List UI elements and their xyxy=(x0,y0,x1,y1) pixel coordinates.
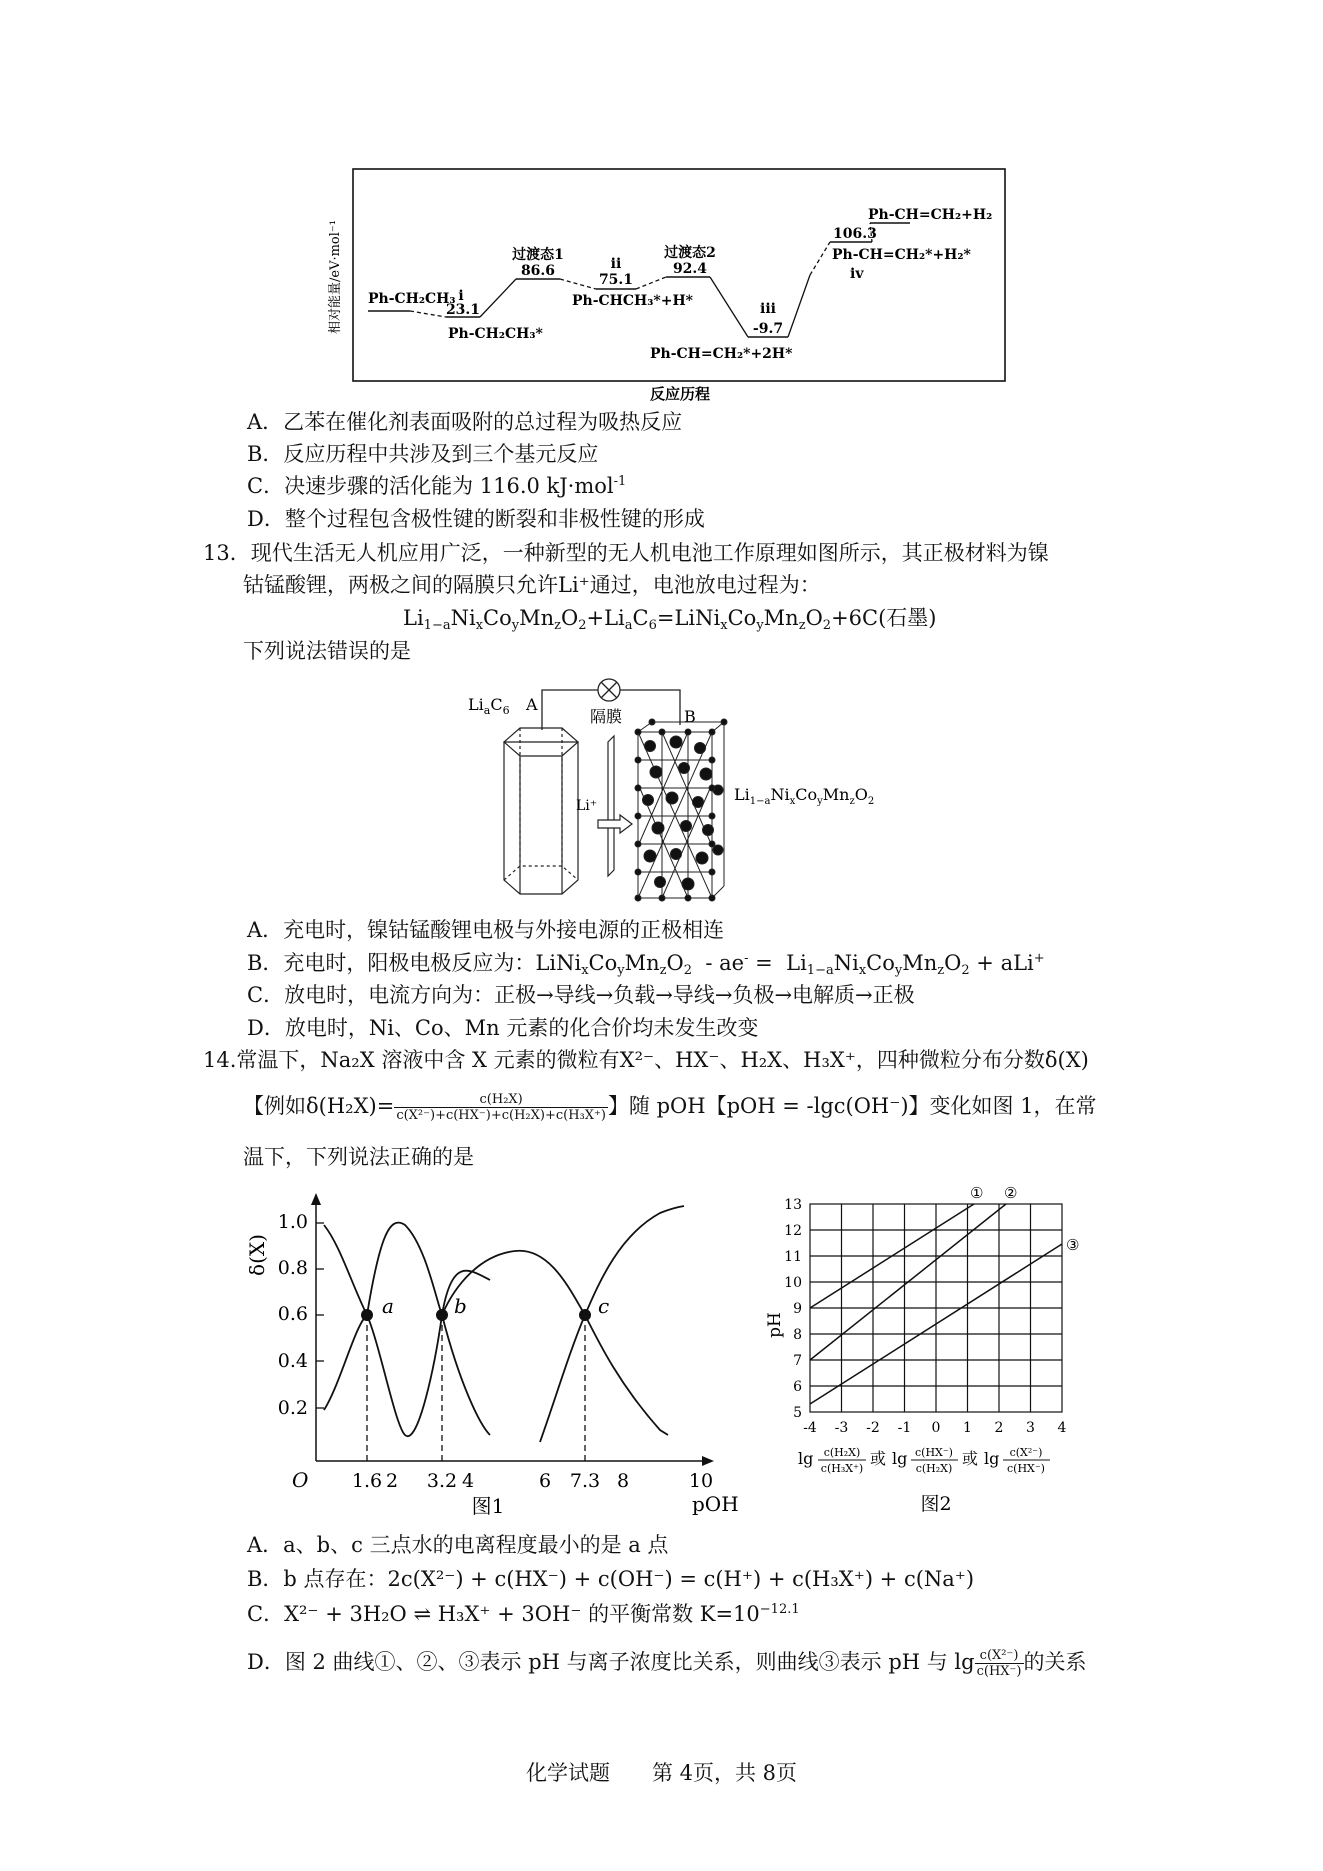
fig2-xlabel xyxy=(798,1446,1050,1475)
fig2-xtick-3: 3 xyxy=(1026,1420,1035,1436)
fig2-xl2-num: c(HX⁻) xyxy=(915,1446,953,1459)
q14-example-den: c(X²⁻)+c(HX⁻)+c(H₂X)+c(H₃X⁺) xyxy=(396,1108,606,1123)
energy-ylabel: 相对能量/eV·mol⁻¹ xyxy=(328,220,343,334)
q14-option-d-suffix: 的关系 xyxy=(1023,1650,1087,1674)
q14-option-d xyxy=(247,1642,1087,1682)
energy-profile-diagram xyxy=(320,165,1020,407)
q12-option-b: B．反应历程中共涉及到三个基元反应 xyxy=(247,442,599,466)
fig1-xtick-1.6: 1.6 xyxy=(351,1470,383,1492)
fig2-ytick-5: 5 xyxy=(793,1405,802,1421)
q14-example-prefix: 【例如δ(H₂X)= xyxy=(243,1094,395,1118)
q14-option-d-fraction xyxy=(975,1648,1024,1679)
fig2-xl1-num: c(H₂X) xyxy=(823,1446,861,1459)
q13-number: 13． xyxy=(203,541,251,565)
state-6-id: iv xyxy=(850,266,864,282)
cathode-lattice xyxy=(635,719,727,901)
state-5-value: -9.7 xyxy=(752,321,784,337)
state-5-id: iii xyxy=(760,301,776,317)
q14-stem xyxy=(203,1046,1089,1074)
q12-option-c xyxy=(247,472,626,500)
fig2-ytick-6: 6 xyxy=(793,1379,802,1395)
q14-number: 14. xyxy=(203,1048,237,1072)
q13-option-c: C．放电时，电流方向为：正极→导线→负载→导线→负极→电解质→正极 xyxy=(247,983,915,1007)
fig1-xtick-3.2: 3.2 xyxy=(426,1470,458,1492)
fig1-xtick-6: 6 xyxy=(538,1470,552,1492)
q13-ask: 下列说法错误的是 xyxy=(243,639,411,663)
fig1-ytick-0.8: 0.8 xyxy=(277,1257,308,1279)
q14-example-num: c(H₂X) xyxy=(394,1092,608,1108)
fig2-xl1-den: c(H₃X⁺) xyxy=(820,1462,864,1475)
li-ion-label: Li⁺ xyxy=(576,798,598,814)
state-1-label: Ph-CH₂CH₃* xyxy=(448,326,543,342)
fig2-xtick--1: -1 xyxy=(897,1420,912,1436)
q14-option-d-num: c(X²⁻) xyxy=(975,1648,1024,1664)
q14-option-d-prefix: D．图 2 曲线①、②、③表示 pH 与离子浓度比关系，则曲线③表示 pH 与 lg xyxy=(247,1650,975,1674)
q12-option-a: A．乙苯在催化剂表面吸附的总过程为吸热反应 xyxy=(247,410,683,434)
fig1-ylabel: δ(X) xyxy=(245,1234,269,1276)
state-7-label: Ph-CH=CH₂+H₂ xyxy=(868,207,993,223)
membrane-sheet xyxy=(608,736,614,876)
q14-option-c-text: C．X²⁻ + 3H₂O ⇌ H₃X⁺ + 3OH⁻ 的平衡常数 K=10 xyxy=(247,1602,760,1626)
q13-stem xyxy=(203,539,1049,567)
fig2-ytick-12: 12 xyxy=(784,1223,802,1239)
state-4-label: 过渡态2 xyxy=(664,245,716,261)
electrode-b-label: B xyxy=(684,707,696,726)
q12-option-c-sup: -1 xyxy=(613,474,627,489)
fig2-caption: 图2 xyxy=(920,1493,952,1515)
lamp-icon xyxy=(598,679,620,701)
anode-label: $Li_aC_6$ xyxy=(468,695,510,717)
fig1-xlabel: pOH xyxy=(692,1492,739,1516)
membrane-label: 隔膜 xyxy=(590,707,623,726)
state-2-value: 86.6 xyxy=(520,263,556,279)
fig2-xl2-lg: lg xyxy=(892,1449,908,1468)
q13-option-b: B．充电时，阳极电极反应为：$LiNi_xCo_yMn_zO_2 - ae^- = Li_{1-a}Ni_xCo_yMn_zO_2 + aLi^+$ xyxy=(247,951,1045,978)
state-1-id: i xyxy=(458,288,464,304)
energy-xlabel: 反应历程 xyxy=(649,385,711,403)
fig2-xl2-den: c(H₂X) xyxy=(915,1462,953,1475)
state-0-label: Ph-CH₂CH₃ xyxy=(368,291,456,307)
fig1-xtick-7.3: 7.3 xyxy=(569,1470,601,1492)
fig2-ytick-10: 10 xyxy=(784,1275,802,1291)
q14-example-suffix: 】随 pOH【pOH = -lgc(OH⁻)】变化如图 1，在常 xyxy=(607,1094,1097,1118)
fig1-origin: O xyxy=(292,1468,309,1492)
q13-stem-2: 钴锰酸锂，两极之间的隔膜只允许Li⁺通过，电池放电过程为： xyxy=(243,573,821,597)
page-footer: 化学试题 第 4页，共 8页 xyxy=(525,1761,798,1785)
q13-option-b-prefix: B．充电时，阳极电极反应为： xyxy=(247,951,536,975)
fig2-ytick-7: 7 xyxy=(793,1353,802,1369)
fig2-or-1: 或 xyxy=(870,1449,887,1468)
fig1-xtick-2: 2 xyxy=(385,1470,399,1492)
fig2-ytick-11: 11 xyxy=(784,1249,802,1265)
state-6-value: 106.3 xyxy=(833,226,877,242)
fig2-xtick-1: 1 xyxy=(963,1420,972,1436)
state-3-id: ii xyxy=(610,256,622,272)
fig2-xtick-2: 2 xyxy=(994,1420,1004,1436)
fig2-xtick-0: 0 xyxy=(931,1420,941,1436)
q14-example xyxy=(243,1086,1097,1126)
fig1-ytick-0.2: 0.2 xyxy=(277,1397,308,1419)
q14-option-c xyxy=(247,1600,800,1628)
q14-option-a: A．a、b、c 三点水的电离程度最小的是 a 点 xyxy=(247,1533,669,1557)
fig1-ytick-0.4: 0.4 xyxy=(277,1350,308,1372)
q13-option-a: A．充电时，镍钴锰酸锂电极与外接电源的正极相连 xyxy=(247,918,725,942)
fig2-ytick-9: 9 xyxy=(793,1301,802,1317)
q13-option-d: D．放电时，Ni、Co、Mn 元素的化合价均未发生改变 xyxy=(247,1016,759,1040)
q14-stem-1: 常温下，Na₂X 溶液中含 X 元素的微粒有X²⁻、HX⁻、H₂X、H₃X⁺，四种微粒分布分数δ(X) xyxy=(236,1048,1089,1072)
fig2-xl1-lg: lg xyxy=(798,1449,814,1468)
fig2-ylabel: pH xyxy=(765,1312,785,1338)
fig2-xtick--2: -2 xyxy=(866,1420,880,1436)
fig2-curve-2: ② xyxy=(1004,1184,1018,1202)
graphite-electrode xyxy=(504,728,578,894)
q14-option-b: B．b 点存在：2c(X²⁻) + c(HX⁻) + c(OH⁻) = c(H⁺) + c(H₃X⁺) + c(Na⁺) xyxy=(247,1567,975,1591)
state-1-value: 23.1 xyxy=(445,302,481,318)
fig2-curve-1: ① xyxy=(970,1184,984,1202)
q13-equation: $Li_{1-a}Ni_xCo_yMn_zO_2+Li_aC_6=LiNi_xCo_yMn_zO_2+6C$(石墨) xyxy=(403,606,937,633)
battery-figure xyxy=(462,670,882,910)
cathode-label: $Li_{1-a}Ni_xCo_yMn_zO_2$ xyxy=(734,785,875,807)
q14-stem-3: 温下，下列说法正确的是 xyxy=(243,1145,474,1169)
fig1-point-b: b xyxy=(454,1294,467,1318)
fig2-curve-3: ③ xyxy=(1066,1236,1080,1254)
fig2-xtick--3: -3 xyxy=(834,1420,849,1436)
q14-example-fraction xyxy=(394,1092,608,1123)
fig2-ytick-8: 8 xyxy=(793,1327,802,1343)
state-3-value: 75.1 xyxy=(598,272,634,288)
fig2-xtick--4: -4 xyxy=(803,1420,817,1436)
fig1-ytick-0.6: 0.6 xyxy=(277,1303,308,1325)
fig2-xl3-lg: lg xyxy=(984,1449,1000,1468)
state-3-label: Ph-CHCH₃*+H* xyxy=(572,293,693,309)
figure-2-ph-chart xyxy=(758,1180,1088,1535)
q12-option-c-text: C．决速步骤的活化能为 116.0 kJ·mol xyxy=(247,474,614,498)
state-6-label: Ph-CH=CH₂*+H₂* xyxy=(832,247,971,263)
fig1-point-c: c xyxy=(598,1294,610,1318)
state-5-label: Ph-CH=CH₂*+2H* xyxy=(650,346,793,362)
electrode-a-label: A xyxy=(526,695,538,714)
fig1-xtick-8: 8 xyxy=(616,1470,630,1492)
figure-1-distribution-chart xyxy=(240,1185,750,1520)
fig2-xl3-den: c(HX⁻) xyxy=(1007,1462,1045,1475)
li-ion-arrow-icon xyxy=(598,815,632,833)
q13-stem-1: 现代生活无人机应用广泛，一种新型的无人机电池工作原理如图所示，其正极材料为镍 xyxy=(250,541,1049,565)
fig2-xl3-num: c(X²⁻) xyxy=(1009,1446,1043,1459)
q12-option-d: D．整个过程包含极性键的断裂和非极性键的形成 xyxy=(247,507,705,531)
q14-option-c-sup: −12.1 xyxy=(759,1602,800,1617)
fig1-xtick-4: 4 xyxy=(461,1470,475,1492)
state-2-label: 过渡态1 xyxy=(512,247,564,263)
fig2-or-2: 或 xyxy=(962,1449,979,1468)
fig1-point-a: a xyxy=(382,1294,394,1318)
fig1-ytick-1.0: 1.0 xyxy=(277,1211,308,1233)
state-4-value: 92.4 xyxy=(672,261,708,277)
fig1-caption: 图1 xyxy=(471,1494,505,1518)
fig2-xtick-4: 4 xyxy=(1057,1420,1067,1436)
fig2-ytick-13: 13 xyxy=(784,1197,802,1213)
fig1-xtick-10: 10 xyxy=(688,1470,714,1492)
q14-option-d-den: c(HX⁻) xyxy=(976,1664,1022,1679)
